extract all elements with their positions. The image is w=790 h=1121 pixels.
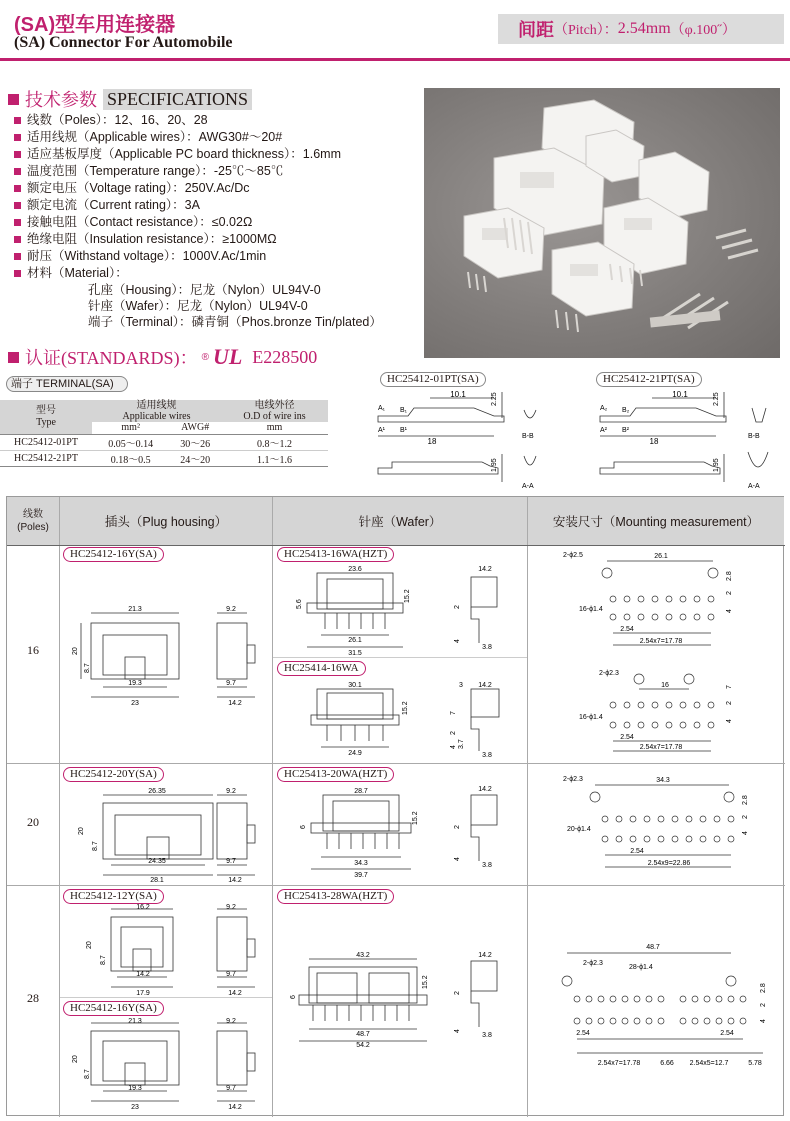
svg-text:2.54x7=17.78: 2.54x7=17.78	[597, 1060, 641, 1067]
svg-text:14.2: 14.2	[478, 952, 492, 959]
dim-label: 2.25	[491, 392, 498, 406]
svg-text:6: 6	[300, 825, 307, 829]
spec-item: 绝缘电阻（Insulation resistance）：≥1000MΩ	[14, 231, 341, 248]
dim-label: 1.95	[491, 458, 498, 472]
dim-label: A²	[600, 427, 607, 434]
svg-text:3.8: 3.8	[482, 1032, 492, 1039]
svg-text:6.66: 6.66	[660, 1060, 674, 1067]
terminal-label: 端子 TERMINAL(SA)	[6, 376, 128, 392]
dimension-table	[6, 496, 784, 1116]
svg-text:28-ϕ1.4: 28-ϕ1.4	[629, 964, 653, 971]
svg-text:15.2: 15.2	[402, 701, 409, 715]
specs-list	[14, 112, 341, 282]
page-title-cn: (SA)型车用连接器	[14, 14, 176, 36]
svg-text:5.6: 5.6	[296, 599, 303, 609]
pitch-prefix: 间距	[518, 20, 554, 40]
wafer-title: HC25413-16WA(HZT)	[277, 547, 394, 562]
plug-drawing-12	[67, 905, 267, 997]
svg-text:28.7: 28.7	[354, 788, 368, 795]
wafer-title: HC25413-28WA(HZT)	[277, 889, 394, 904]
reg-mark: ®	[201, 351, 209, 363]
svg-text:9.7: 9.7	[226, 680, 236, 687]
square-bullet-icon	[14, 117, 21, 124]
mount-drawing-20	[533, 769, 781, 873]
svg-text:16.2: 16.2	[136, 904, 150, 911]
svg-text:19.3: 19.3	[128, 680, 142, 687]
ul-logo: UL	[212, 344, 243, 369]
divider	[272, 497, 273, 1117]
divider	[273, 657, 527, 658]
svg-text:20: 20	[72, 647, 79, 655]
svg-text:2: 2	[726, 701, 733, 705]
svg-text:3.7: 3.7	[458, 739, 465, 749]
svg-text:2.54: 2.54	[576, 1030, 590, 1037]
svg-text:9.7: 9.7	[226, 1085, 236, 1092]
spec-item: 材料（Material）：	[14, 265, 341, 282]
plug-drawing-20	[67, 785, 267, 883]
svg-text:2-ϕ2.3: 2-ϕ2.3	[583, 960, 603, 967]
dim-label: 10.1	[672, 390, 688, 399]
svg-text:21.3: 21.3	[128, 606, 142, 613]
divider	[7, 885, 785, 886]
standards-title	[8, 344, 317, 370]
terminal-spec-table	[0, 400, 328, 467]
svg-text:9.2: 9.2	[226, 1018, 236, 1025]
svg-text:26.1: 26.1	[654, 553, 668, 560]
dim-label: 18	[649, 437, 659, 446]
svg-text:2: 2	[454, 991, 461, 995]
svg-text:5.78: 5.78	[748, 1060, 762, 1067]
svg-text:8.7: 8.7	[84, 663, 91, 673]
dim-label: 10.1	[450, 390, 466, 399]
col-type: 型号 Type	[36, 404, 56, 428]
svg-text:4: 4	[742, 831, 749, 835]
mount-drawing-16	[533, 549, 781, 653]
svg-text:24.35: 24.35	[148, 858, 166, 865]
svg-text:8.7: 8.7	[92, 841, 99, 851]
spec-item: 额定电压（Voltage rating）：250V.Ac/Dc	[14, 180, 341, 197]
svg-text:39.7: 39.7	[354, 872, 368, 879]
table-row: HC25412-21PT 0.18～0.5 24～20 1.1～1.6	[0, 450, 328, 466]
col-awg: AWG#	[181, 422, 210, 434]
svg-text:48.7: 48.7	[646, 944, 660, 951]
svg-text:15.2: 15.2	[412, 811, 419, 825]
svg-text:14.2: 14.2	[228, 700, 242, 707]
divider	[7, 763, 785, 764]
row-poles-20: 20	[27, 815, 39, 829]
svg-text:2.54: 2.54	[630, 848, 644, 855]
divider	[527, 497, 528, 1117]
square-bullet-icon	[14, 202, 21, 209]
svg-text:14.2: 14.2	[136, 971, 150, 978]
svg-text:2: 2	[760, 1003, 767, 1007]
dim-label: A₂	[600, 405, 608, 412]
square-bullet-icon	[14, 151, 21, 158]
svg-text:3.8: 3.8	[482, 862, 492, 869]
svg-text:14.2: 14.2	[228, 877, 242, 884]
svg-text:20: 20	[72, 1055, 79, 1063]
mount-drawing-16b	[533, 665, 781, 759]
svg-text:2: 2	[726, 591, 733, 595]
plug-title: HC25412-16Y(SA)	[63, 547, 164, 562]
svg-text:20: 20	[86, 941, 93, 949]
dim-label: B₂	[622, 407, 630, 414]
dim-label: 2.25	[713, 392, 720, 406]
dim-label: B₁	[400, 407, 408, 414]
col-header-wafer: 针座（Wafer）	[273, 497, 527, 545]
svg-text:8.7: 8.7	[84, 1069, 91, 1079]
svg-text:17.9: 17.9	[136, 990, 150, 997]
spec-item: 适应基板厚度（Applicable PC board thickness）：1.6mm	[14, 146, 341, 163]
svg-text:23: 23	[131, 1104, 139, 1111]
plug-title: HC25412-16Y(SA)	[63, 1001, 164, 1016]
svg-text:26.35: 26.35	[148, 788, 166, 795]
svg-text:2.8: 2.8	[726, 571, 733, 581]
svg-text:15.2: 15.2	[422, 975, 429, 989]
square-bullet-icon	[14, 168, 21, 175]
svg-text:9.7: 9.7	[226, 971, 236, 978]
svg-text:9.2: 9.2	[226, 904, 236, 911]
table-row: HC25412-01PT 0.05～0.14 30～26 0.8～1.2	[0, 434, 328, 450]
svg-text:3.8: 3.8	[482, 752, 492, 759]
svg-text:15.2: 15.2	[404, 589, 411, 603]
svg-text:48.7: 48.7	[356, 1031, 370, 1038]
svg-text:21.3: 21.3	[128, 1018, 142, 1025]
svg-text:4: 4	[450, 745, 457, 749]
svg-text:6: 6	[290, 995, 297, 999]
divider	[7, 545, 785, 546]
svg-text:2.54x7=17.78: 2.54x7=17.78	[639, 638, 683, 645]
material-list	[88, 282, 382, 330]
svg-text:19.3: 19.3	[128, 1085, 142, 1092]
svg-text:14.2: 14.2	[478, 786, 492, 793]
svg-text:4: 4	[726, 609, 733, 613]
ul-file-number: E228500	[252, 346, 318, 367]
svg-text:9.2: 9.2	[226, 788, 236, 795]
specs-title	[8, 86, 252, 112]
svg-text:2.54x5=12.7: 2.54x5=12.7	[689, 1060, 729, 1067]
square-bullet-icon	[8, 352, 19, 363]
square-bullet-icon	[14, 134, 21, 141]
mount-drawing-28	[533, 937, 781, 1073]
dim-label: 1.95	[713, 458, 720, 472]
svg-text:3: 3	[459, 682, 463, 689]
spec-item: 耐压（Withstand voltage）：1000V.Ac/1min	[14, 248, 341, 265]
svg-text:31.5: 31.5	[348, 650, 362, 657]
divider	[59, 497, 60, 1117]
pitch-box	[498, 14, 784, 44]
plug-drawing-16b	[67, 1019, 267, 1113]
svg-text:2.54: 2.54	[620, 734, 634, 741]
svg-text:7: 7	[726, 685, 733, 689]
svg-text:2: 2	[454, 605, 461, 609]
pitch-value: 2.54mm	[617, 20, 671, 37]
svg-text:2: 2	[742, 815, 749, 819]
spec-item: 接触电阻（Contact resistance）：≤0.02Ω	[14, 214, 341, 231]
svg-text:8.7: 8.7	[100, 955, 107, 965]
spec-item: 线数（Poles）：12、16、20、28	[14, 112, 341, 129]
svg-text:4: 4	[760, 1019, 767, 1023]
svg-text:4: 4	[726, 719, 733, 723]
pitch-label: （Pitch）：	[554, 23, 618, 38]
material-terminal: 端子（Terminal）：磷青铜（Phos.bronze Tin/plated）	[88, 315, 382, 329]
plug-title: HC25412-12Y(SA)	[63, 889, 164, 904]
wafer-drawing-20	[291, 783, 523, 883]
svg-text:2.54: 2.54	[620, 626, 634, 633]
svg-text:28.1: 28.1	[150, 877, 164, 884]
svg-text:2.54: 2.54	[720, 1030, 734, 1037]
svg-text:2.54x7=17.78: 2.54x7=17.78	[639, 744, 683, 751]
svg-text:9.2: 9.2	[226, 606, 236, 613]
wafer-title: HC25413-20WA(HZT)	[277, 767, 394, 782]
svg-text:16-ϕ1.4: 16-ϕ1.4	[579, 606, 603, 613]
svg-text:23: 23	[131, 700, 139, 707]
svg-text:2.54x9=22.86: 2.54x9=22.86	[647, 860, 691, 867]
svg-text:26.1: 26.1	[348, 637, 362, 644]
terminal-drawing-title-2: HC25412-21PT(SA)	[596, 372, 702, 387]
svg-text:2: 2	[450, 731, 457, 735]
col-wires: 适用线规 Applicable wires	[122, 400, 191, 422]
product-photo	[424, 88, 780, 358]
terminal-table	[0, 400, 328, 464]
divider	[60, 997, 272, 998]
svg-text:43.2: 43.2	[356, 952, 370, 959]
square-bullet-icon	[8, 94, 19, 105]
wafer-drawing-28	[291, 937, 523, 1047]
pitch-inch: （φ.100˝）	[670, 23, 736, 38]
col-mm: mm	[266, 422, 283, 434]
svg-text:14.2: 14.2	[478, 682, 492, 689]
col-header-mount: 安装尺寸（Mounting measurement）	[528, 497, 784, 545]
svg-text:14.2: 14.2	[228, 990, 242, 997]
section-label: B-B	[748, 433, 760, 440]
spec-item: 额定电流（Current rating）：3A	[14, 197, 341, 214]
wafer-title: HC25414-16WA	[277, 661, 366, 676]
section-label: A-A	[748, 483, 760, 490]
svg-text:3.8: 3.8	[482, 644, 492, 651]
header-rule	[0, 58, 790, 61]
svg-text:4: 4	[454, 857, 461, 861]
col-header-plug: 插头（Plug housing）	[60, 497, 272, 545]
col-od: 电线外径 O.D of wire ins	[243, 400, 306, 422]
svg-text:2-ϕ2.3: 2-ϕ2.3	[563, 776, 583, 783]
svg-text:16: 16	[661, 682, 669, 689]
col-mm2: mm²	[121, 422, 140, 434]
svg-text:14.2: 14.2	[478, 566, 492, 573]
section-label: B-B	[522, 433, 534, 440]
terminal-drawing-2	[592, 388, 788, 492]
svg-text:14.2: 14.2	[228, 1104, 242, 1111]
section-label: A-A	[522, 483, 534, 490]
material-wafer: 针座（Wafer）：尼龙（Nylon）UL94V-0	[88, 299, 308, 313]
svg-text:23.6: 23.6	[348, 566, 362, 573]
standards-label-cn: 认证	[25, 348, 61, 368]
specs-title-cn: 技术参数	[25, 90, 97, 110]
square-bullet-icon	[14, 236, 21, 243]
svg-text:34.3: 34.3	[354, 860, 368, 867]
svg-text:54.2: 54.2	[356, 1042, 370, 1049]
plug-title: HC25412-20Y(SA)	[63, 767, 164, 782]
terminal-drawing-title-1: HC25412-01PT(SA)	[380, 372, 486, 387]
row-poles-16: 16	[27, 643, 39, 657]
dim-label: 18	[427, 437, 437, 446]
svg-text:2-ϕ2.5: 2-ϕ2.5	[563, 552, 583, 559]
svg-text:34.3: 34.3	[656, 777, 670, 784]
plug-drawing-16	[67, 601, 267, 709]
wafer-drawing-16	[291, 563, 523, 655]
square-bullet-icon	[14, 270, 21, 277]
spec-item: 温度范围（Temperature range）：-25℃～85℃	[14, 163, 341, 180]
dim-label: B¹	[400, 427, 407, 434]
row-poles-28: 28	[27, 991, 39, 1005]
wafer-drawing-16b	[291, 679, 523, 761]
svg-text:16-ϕ1.4: 16-ϕ1.4	[579, 714, 603, 721]
svg-text:24.9: 24.9	[348, 750, 362, 757]
spec-item: 适用线规（Applicable wires）：AWG30#～20#	[14, 129, 341, 146]
square-bullet-icon	[14, 219, 21, 226]
svg-text:20: 20	[78, 827, 85, 835]
material-housing: 孔座（Housing）：尼龙（Nylon）UL94V-0	[88, 283, 321, 297]
page-title-en: (SA) Connector For Automobile	[14, 34, 233, 51]
terminal-drawing-1	[370, 388, 570, 492]
dim-label: A₁	[378, 405, 386, 412]
dim-label: A¹	[378, 427, 385, 434]
col-header-poles: 线数 (Poles)	[7, 497, 59, 545]
specs-title-en: SPECIFICATIONS	[103, 89, 252, 110]
svg-text:2-ϕ2.3: 2-ϕ2.3	[599, 670, 619, 677]
svg-text:7: 7	[450, 711, 457, 715]
svg-text:20-ϕ1.4: 20-ϕ1.4	[567, 826, 591, 833]
svg-text:4: 4	[454, 1029, 461, 1033]
square-bullet-icon	[14, 253, 21, 260]
square-bullet-icon	[14, 185, 21, 192]
svg-text:2.8: 2.8	[760, 983, 767, 993]
svg-text:4: 4	[454, 639, 461, 643]
svg-text:2: 2	[454, 825, 461, 829]
svg-text:2.8: 2.8	[742, 795, 749, 805]
svg-text:30.1: 30.1	[348, 682, 362, 689]
connector-photo-graphic	[424, 88, 780, 358]
standards-label-en: (STANDARDS)：	[61, 348, 198, 368]
svg-text:9.7: 9.7	[226, 858, 236, 865]
dim-label: B²	[622, 427, 629, 434]
